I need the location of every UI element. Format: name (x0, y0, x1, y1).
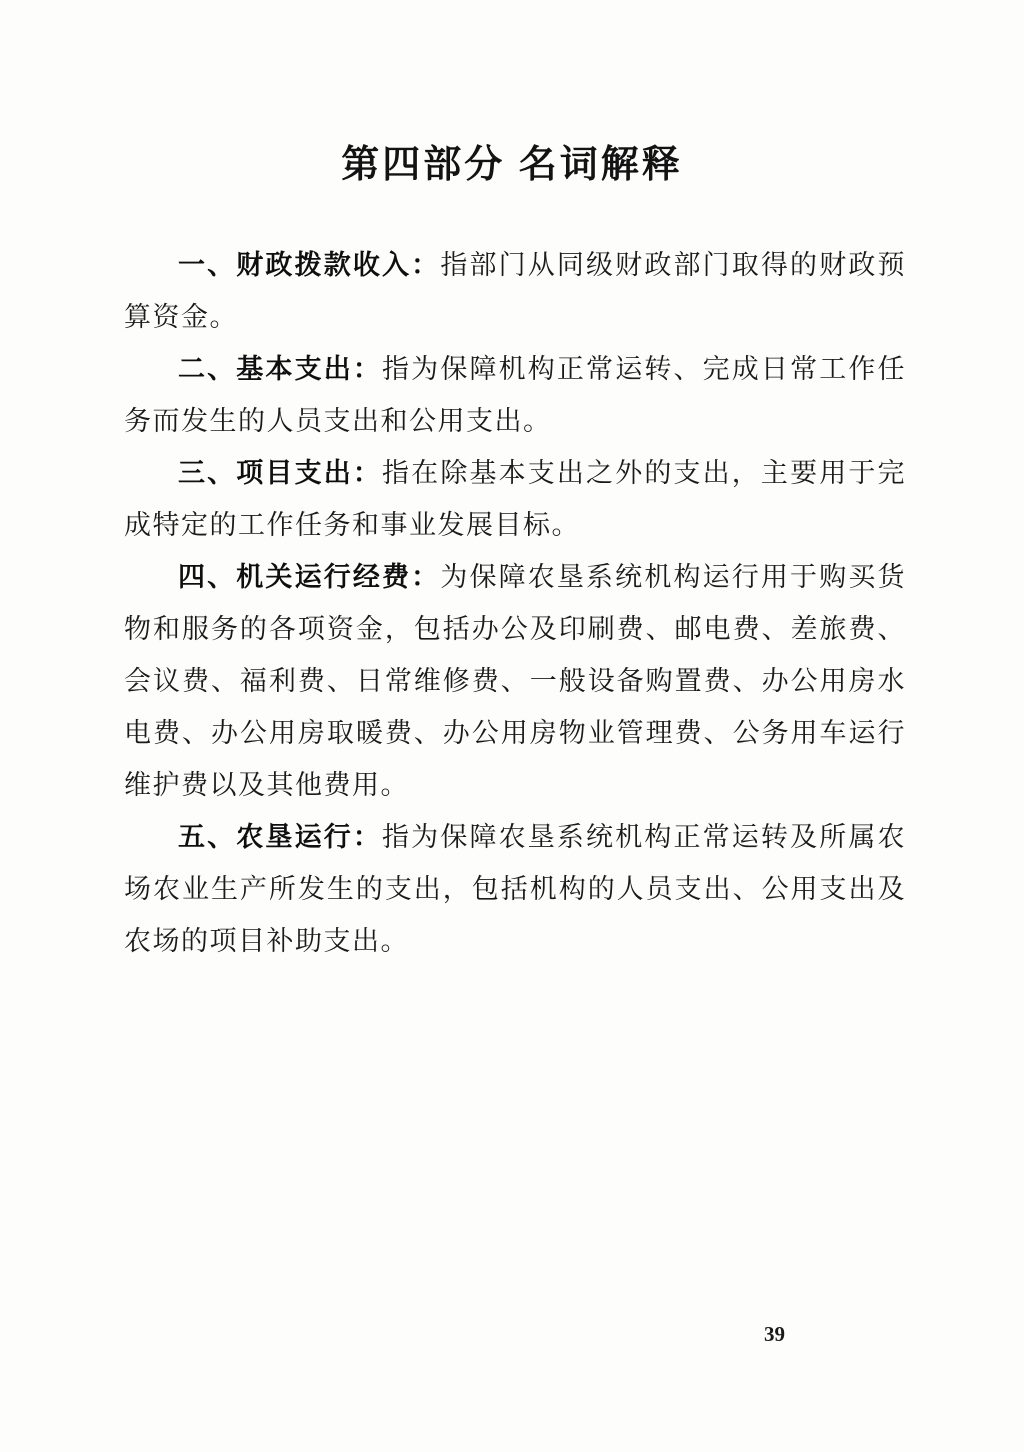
term-label: 三、项目支出： (178, 458, 383, 488)
definition-paragraph (124, 551, 906, 811)
term-definition: 为保障农垦系统机构运行用于购买货物和服务的各项资金，包括办公及印刷费、邮电费、差旅费、会议费、福利费、日常维修费、一般设备购置费、办公用房水电费、办公用房取暖费、办公用房物业管理费、公务用车运行维护费以及其他费用。 (124, 562, 906, 800)
page-number: 39 (764, 1322, 785, 1346)
definition-paragraph (124, 811, 906, 967)
definition-paragraph (124, 343, 906, 447)
term-definition: 指为保障机构正常运转、完成日常工作任务而发生的人员支出和公用支出。 (124, 354, 907, 436)
term-label: 四、机关运行经费： (178, 562, 441, 592)
document-body (124, 239, 906, 967)
term-label: 一、财政拨款收入： (178, 250, 441, 280)
term-definition: 指为保障农垦系统机构正常运转及所属农场农业生产所发生的支出，包括机构的人员支出、公用支出及农场的项目补助支出。 (124, 822, 907, 956)
term-label: 五、农垦运行： (178, 822, 383, 852)
definition-paragraph (124, 239, 906, 343)
term-definition: 指在除基本支出之外的支出，主要用于完成特定的工作任务和事业发展目标。 (124, 458, 907, 540)
term-definition: 指部门从同级财政部门取得的财政预算资金。 (124, 250, 906, 332)
term-label: 二、基本支出： (178, 354, 383, 384)
page-title: 第四部分 名词解释 (341, 144, 683, 186)
definition-paragraph (124, 447, 906, 551)
